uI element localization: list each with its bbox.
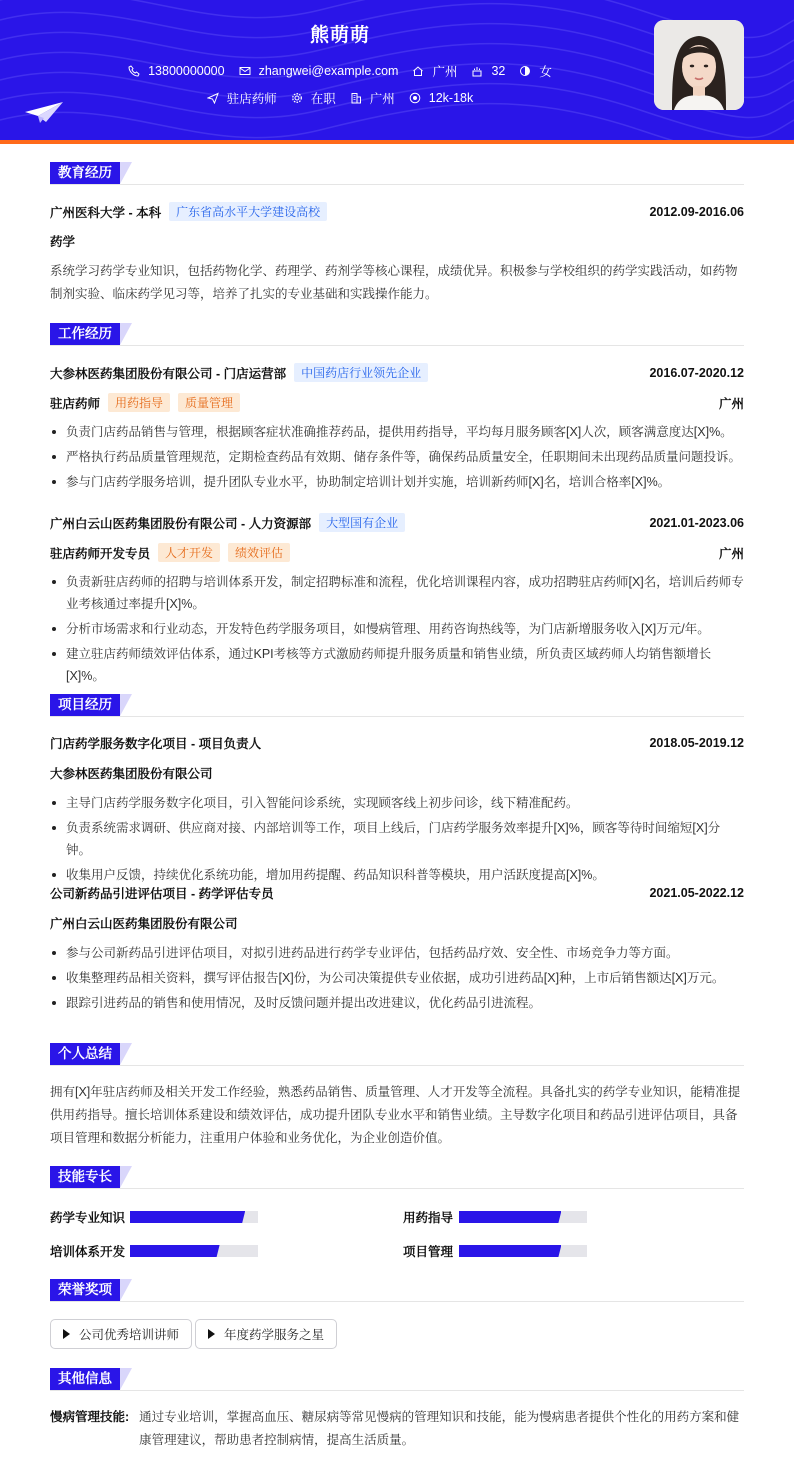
skill-level-bar — [459, 1211, 587, 1223]
list-item: 主导门店药学服务数字化项目，引入智能问诊系统，实现顾客线上初步问诊，线下精准配药。 — [50, 792, 744, 814]
skill-level-bar — [130, 1211, 258, 1223]
education-description: 系统学习药学专业知识，包括药物化学、药理学、药剂学等核心课程，成绩优异。积极参与学校组织的药学实践活动，如药物制剂实验、临床药学见习等，培养了扎实的专业基础和实践操作能力。 — [50, 264, 738, 301]
project-date: 2018.05-2019.12 — [649, 736, 744, 750]
list-item: 建立驻店药师绩效评估体系，通过KPI考核等方式激励药师提升服务质量和销售业绩，所负责区域药师人均销售额增长[X]%。 — [50, 643, 744, 687]
skill-level-fill — [459, 1245, 561, 1257]
job-role-row — [50, 393, 744, 412]
section-title-tail — [120, 162, 132, 184]
job-intent-row — [0, 89, 680, 107]
section-projects-title — [50, 694, 132, 716]
avatar — [654, 20, 744, 110]
phone-text: 13800000000 — [148, 64, 225, 78]
email-item — [239, 64, 399, 78]
target-city-text: 广州 — [369, 92, 395, 106]
job-header-row — [50, 513, 744, 532]
gender-icon — [519, 65, 531, 77]
section-summary-label: 个人总结 — [50, 1043, 120, 1065]
list-item: 严格执行药品质量管理规范，定期检查药品有效期、储存条件等，确保药品质量安全，任职期间未出现药品质量问题投诉。 — [50, 446, 744, 468]
list-item: 参与门店药学服务培训，提升团队专业水平，协助制定培训计划并实施，培训新药师[X]名，培训合格率[X]%。 — [50, 471, 744, 493]
section-divider — [50, 1390, 744, 1391]
section-other-label: 其他信息 — [50, 1368, 120, 1390]
job-header-row — [50, 363, 744, 382]
section-awards-label: 荣誉奖项 — [50, 1279, 120, 1301]
section-other-title — [50, 1368, 132, 1390]
city-item — [412, 62, 457, 80]
position-text: 驻店药师 — [226, 92, 277, 106]
project-header-row — [50, 884, 744, 902]
building-icon — [350, 92, 362, 104]
section-awards-title — [50, 1279, 132, 1301]
section-divider — [50, 1065, 744, 1066]
project-header-row — [50, 734, 744, 752]
play-triangle-icon — [208, 1329, 215, 1339]
contact-row — [0, 62, 680, 80]
city-text: 广州 — [432, 65, 458, 79]
age-text: 32 — [491, 64, 506, 78]
skill-name: 项目管理 — [403, 1245, 454, 1259]
salary-icon — [409, 92, 421, 104]
section-summary-title — [50, 1043, 132, 1065]
header-accent-stripe — [0, 140, 794, 144]
role-tag: 绩效评估 — [228, 543, 290, 562]
award-label: 年度药学服务之星 — [224, 1328, 325, 1342]
role-tag: 人才开发 — [158, 543, 220, 562]
resume-header — [0, 0, 794, 140]
other-info-row — [50, 1406, 744, 1452]
list-item: 收集用户反馈，持续优化系统功能，增加用药提醒、药品知识科普等模块，用户活跃度提高[X]%。 — [50, 864, 744, 886]
section-skills-title — [50, 1166, 132, 1188]
skill-level-bar — [130, 1245, 258, 1257]
project-date: 2021.05-2022.12 — [649, 886, 744, 900]
gender-item — [519, 62, 552, 80]
skill-item — [403, 1242, 587, 1260]
section-divider — [50, 184, 744, 185]
project-org: 大参林医药集团股份有限公司 — [50, 767, 213, 781]
status-item — [291, 89, 336, 107]
list-item: 参与公司新药品引进评估项目，对拟引进药品进行药学专业评估，包括药品疗效、安全性、市场竞争力等方面。 — [50, 942, 744, 964]
project-org-row — [50, 914, 744, 932]
skill-name: 用药指导 — [403, 1211, 454, 1225]
status-text: 在职 — [310, 92, 336, 106]
salary-item — [409, 91, 473, 105]
award-label: 公司优秀培训讲师 — [79, 1328, 180, 1342]
company-tag: 大型国有企业 — [319, 513, 405, 532]
section-title-tail — [120, 694, 132, 716]
company-name: 大参林医药集团股份有限公司 - 门店运营部 — [50, 366, 287, 381]
job-date: 2016.07-2020.12 — [649, 365, 744, 380]
job-role: 驻店药师 — [50, 396, 101, 411]
job-location: 广州 — [718, 396, 744, 411]
school-tag: 广东省高水平大学建设高校 — [169, 202, 327, 221]
age-item — [471, 64, 505, 78]
company-tag: 中国药店行业领先企业 — [294, 363, 428, 382]
phone-item — [128, 64, 224, 78]
list-item: 负责新驻店药师的招聘与培训体系开发，制定招聘标准和流程，优化培训课程内容，成功招聘驻店药师[X]名，培训后药师专业考核通过率提升[X]%。 — [50, 571, 744, 615]
skill-level-fill — [130, 1245, 220, 1257]
position-item — [207, 89, 277, 107]
job-role-row — [50, 543, 744, 562]
section-divider — [50, 716, 744, 717]
phone-icon — [128, 65, 140, 77]
project-bullets — [50, 792, 744, 889]
section-projects-label: 项目经历 — [50, 694, 120, 716]
gear-icon — [291, 92, 303, 104]
email-icon — [239, 65, 251, 77]
avatar-photo — [654, 20, 744, 110]
job-bullets — [50, 571, 744, 690]
candidate-name: 熊萌萌 — [309, 25, 370, 46]
company-name: 广州白云山医药集团股份有限公司 - 人力资源部 — [50, 516, 312, 531]
skill-level-fill — [130, 1211, 245, 1223]
award-chip — [195, 1319, 337, 1349]
send-icon — [207, 92, 219, 104]
education-date: 2012.09-2016.06 — [649, 204, 744, 219]
section-title-tail — [120, 1368, 132, 1390]
skill-level-bar — [459, 1245, 587, 1257]
list-item: 负责系统需求调研、供应商对接、内部培训等工作，项目上线后，门店药学服务效率提升[X]%，顾客等待时间缩短[X]分钟。 — [50, 817, 744, 861]
gender-text: 女 — [539, 65, 552, 79]
role-tag: 用药指导 — [108, 393, 170, 412]
award-chip — [50, 1319, 192, 1349]
role-tag: 质量管理 — [178, 393, 240, 412]
other-info-value: 通过专业培训，掌握高血压、糖尿病等常见慢病的管理知识和技能，能为慢病患者提供个性化的用药方案和健康管理建议，帮助患者控制病情，提高生活质量。 — [139, 1410, 740, 1447]
skill-name: 培训体系开发 — [50, 1245, 126, 1259]
salary-text: 12k-18k — [428, 91, 474, 105]
skill-item — [403, 1208, 587, 1226]
job-location: 广州 — [718, 546, 744, 561]
section-work-label: 工作经历 — [50, 323, 120, 345]
section-title-tail — [120, 1043, 132, 1065]
list-item: 跟踪引进药品的销售和使用情况，及时反馈问题并提出改进建议，优化药品引进流程。 — [50, 992, 744, 1014]
project-bullets — [50, 942, 744, 1017]
section-divider — [50, 345, 744, 346]
education-header-row — [50, 202, 744, 221]
project-org-row — [50, 764, 744, 782]
section-title-tail — [120, 323, 132, 345]
skill-name: 药学专业知识 — [50, 1211, 126, 1225]
home-icon — [412, 65, 424, 77]
section-education-label: 教育经历 — [50, 162, 120, 184]
major-row — [50, 232, 744, 250]
job-role: 驻店药师开发专员 — [50, 546, 151, 561]
email-text: zhangwei@example.com — [258, 64, 399, 78]
cake-icon — [471, 65, 483, 77]
skill-item — [50, 1208, 258, 1226]
school-name: 广州医科大学 - 本科 — [50, 205, 162, 220]
play-triangle-icon — [63, 1329, 70, 1339]
project-org: 广州白云山医药集团股份有限公司 — [50, 917, 238, 931]
skill-item — [50, 1242, 258, 1260]
section-divider — [50, 1188, 744, 1189]
list-item: 收集整理药品相关资料，撰写评估报告[X]份，为公司决策提供专业依据，成功引进药品[X]种，上市后销售额达[X]万元。 — [50, 967, 744, 989]
summary-text: 拥有[X]年驻店药师及相关开发工作经验，熟悉药品销售、质量管理、人才开发等全流程。具备扎实的药学专业知识，能精准提供用药指导。擅长培训体系建设和绩效评估，成功提升团队专业水平和销售业绩。主导数字化项目和药品引进评估项目，具备项目管理和数据分析能力，注重用户体验和业务优化，为企业创造价值。 — [50, 1085, 741, 1145]
project-name: 公司新药品引进评估项目 - 药学评估专员 — [50, 887, 274, 901]
job-bullets — [50, 421, 744, 496]
job-date: 2021.01-2023.06 — [649, 515, 744, 530]
target-city-item — [350, 89, 395, 107]
section-work-title — [50, 323, 132, 345]
section-title-tail — [120, 1166, 132, 1188]
section-skills-label: 技能专长 — [50, 1166, 120, 1188]
list-item: 负责门店药品销售与管理，根据顾客症状准确推荐药品，提供用药指导，平均每月服务顾客[X]人次，顾客满意度达[X]%。 — [50, 421, 744, 443]
section-divider — [50, 1301, 744, 1302]
other-info-key: 慢病管理技能: — [50, 1410, 130, 1424]
major-name: 药学 — [50, 235, 76, 249]
section-title-tail — [120, 1279, 132, 1301]
skill-level-fill — [459, 1211, 561, 1223]
list-item: 分析市场需求和行业动态，开发特色药学服务项目，如慢病管理、用药咨询热线等，为门店新增服务收入[X]万元/年。 — [50, 618, 744, 640]
project-name: 门店药学服务数字化项目 - 项目负责人 — [50, 737, 262, 751]
section-education-title — [50, 162, 132, 184]
